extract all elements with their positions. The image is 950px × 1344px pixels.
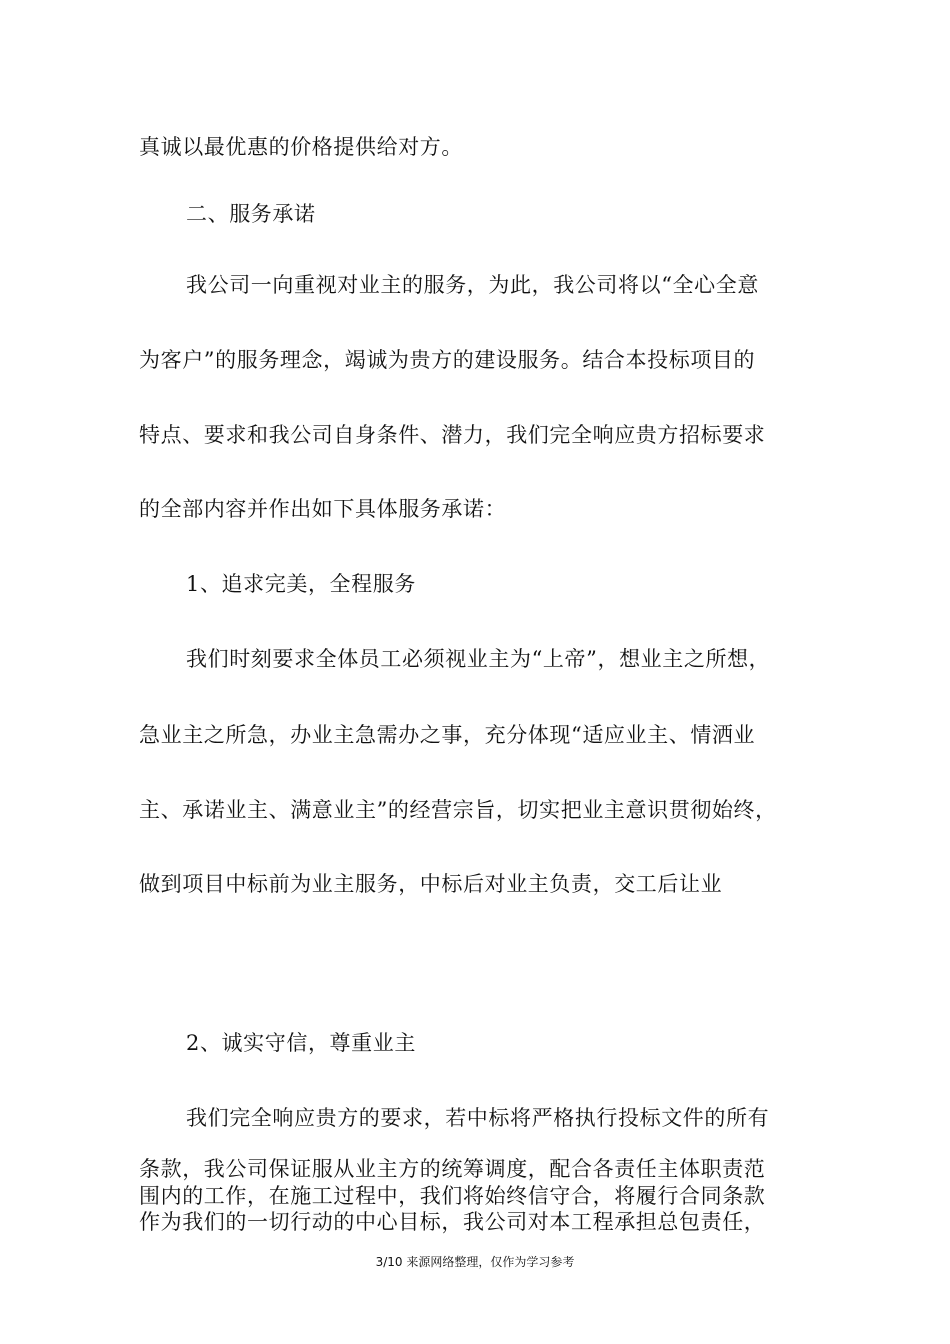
body-line-9: 做到项目中标前为业主服务，中标后对业主负责，交工后让业 — [139, 872, 723, 896]
body-line-3: 为客户”的服务理念，竭诚为贵方的建设服务。结合本投标项目的 — [139, 348, 756, 372]
body-line-5: 的全部内容并作出如下具体服务承诺： — [139, 497, 507, 521]
body-line-11: 条款，我公司保证服从业主方的统筹调度，配合各责任主体职责范 — [139, 1157, 766, 1181]
body-line-4: 特点、要求和我公司自身条件、潜力，我们完全响应贵方招标要求 — [139, 423, 766, 447]
body-line-12: 围内的工作，在施工过程中，我们将始终信守合，将履行合同条款 — [139, 1184, 766, 1208]
body-line-1: 真诚以最优惠的价格提供给对方。 — [139, 135, 463, 159]
section-heading-service-commitment: 二、服务承诺 — [186, 202, 316, 226]
body-line-10: 我们完全响应贵方的要求，若中标将严格执行投标文件的所有 — [186, 1106, 770, 1130]
body-line-6: 我们时刻要求全体员工必须视业主为“上帝”，想业主之所想， — [186, 647, 771, 671]
body-line-13: 作为我们的一切行动的中心目标，我公司对本工程承担总包责任， — [139, 1210, 766, 1234]
subheading-honesty: 2、诚实守信，尊重业主 — [186, 1031, 416, 1055]
body-line-2: 我公司一向重视对业主的服务，为此，我公司将以“全心全意 — [186, 273, 759, 297]
body-line-7: 急业主之所急，办业主急需办之事，充分体现“适应业主、情洒业 — [139, 723, 756, 747]
body-line-8: 主、承诺业主、满意业主”的经营宗旨，切实把业主意识贯彻始终， — [139, 798, 777, 822]
page-footer: 3/10 来源网络整理，仅作为学习参考 — [375, 1255, 575, 1269]
subheading-pursue-perfection: 1、追求完美，全程服务 — [186, 572, 416, 596]
